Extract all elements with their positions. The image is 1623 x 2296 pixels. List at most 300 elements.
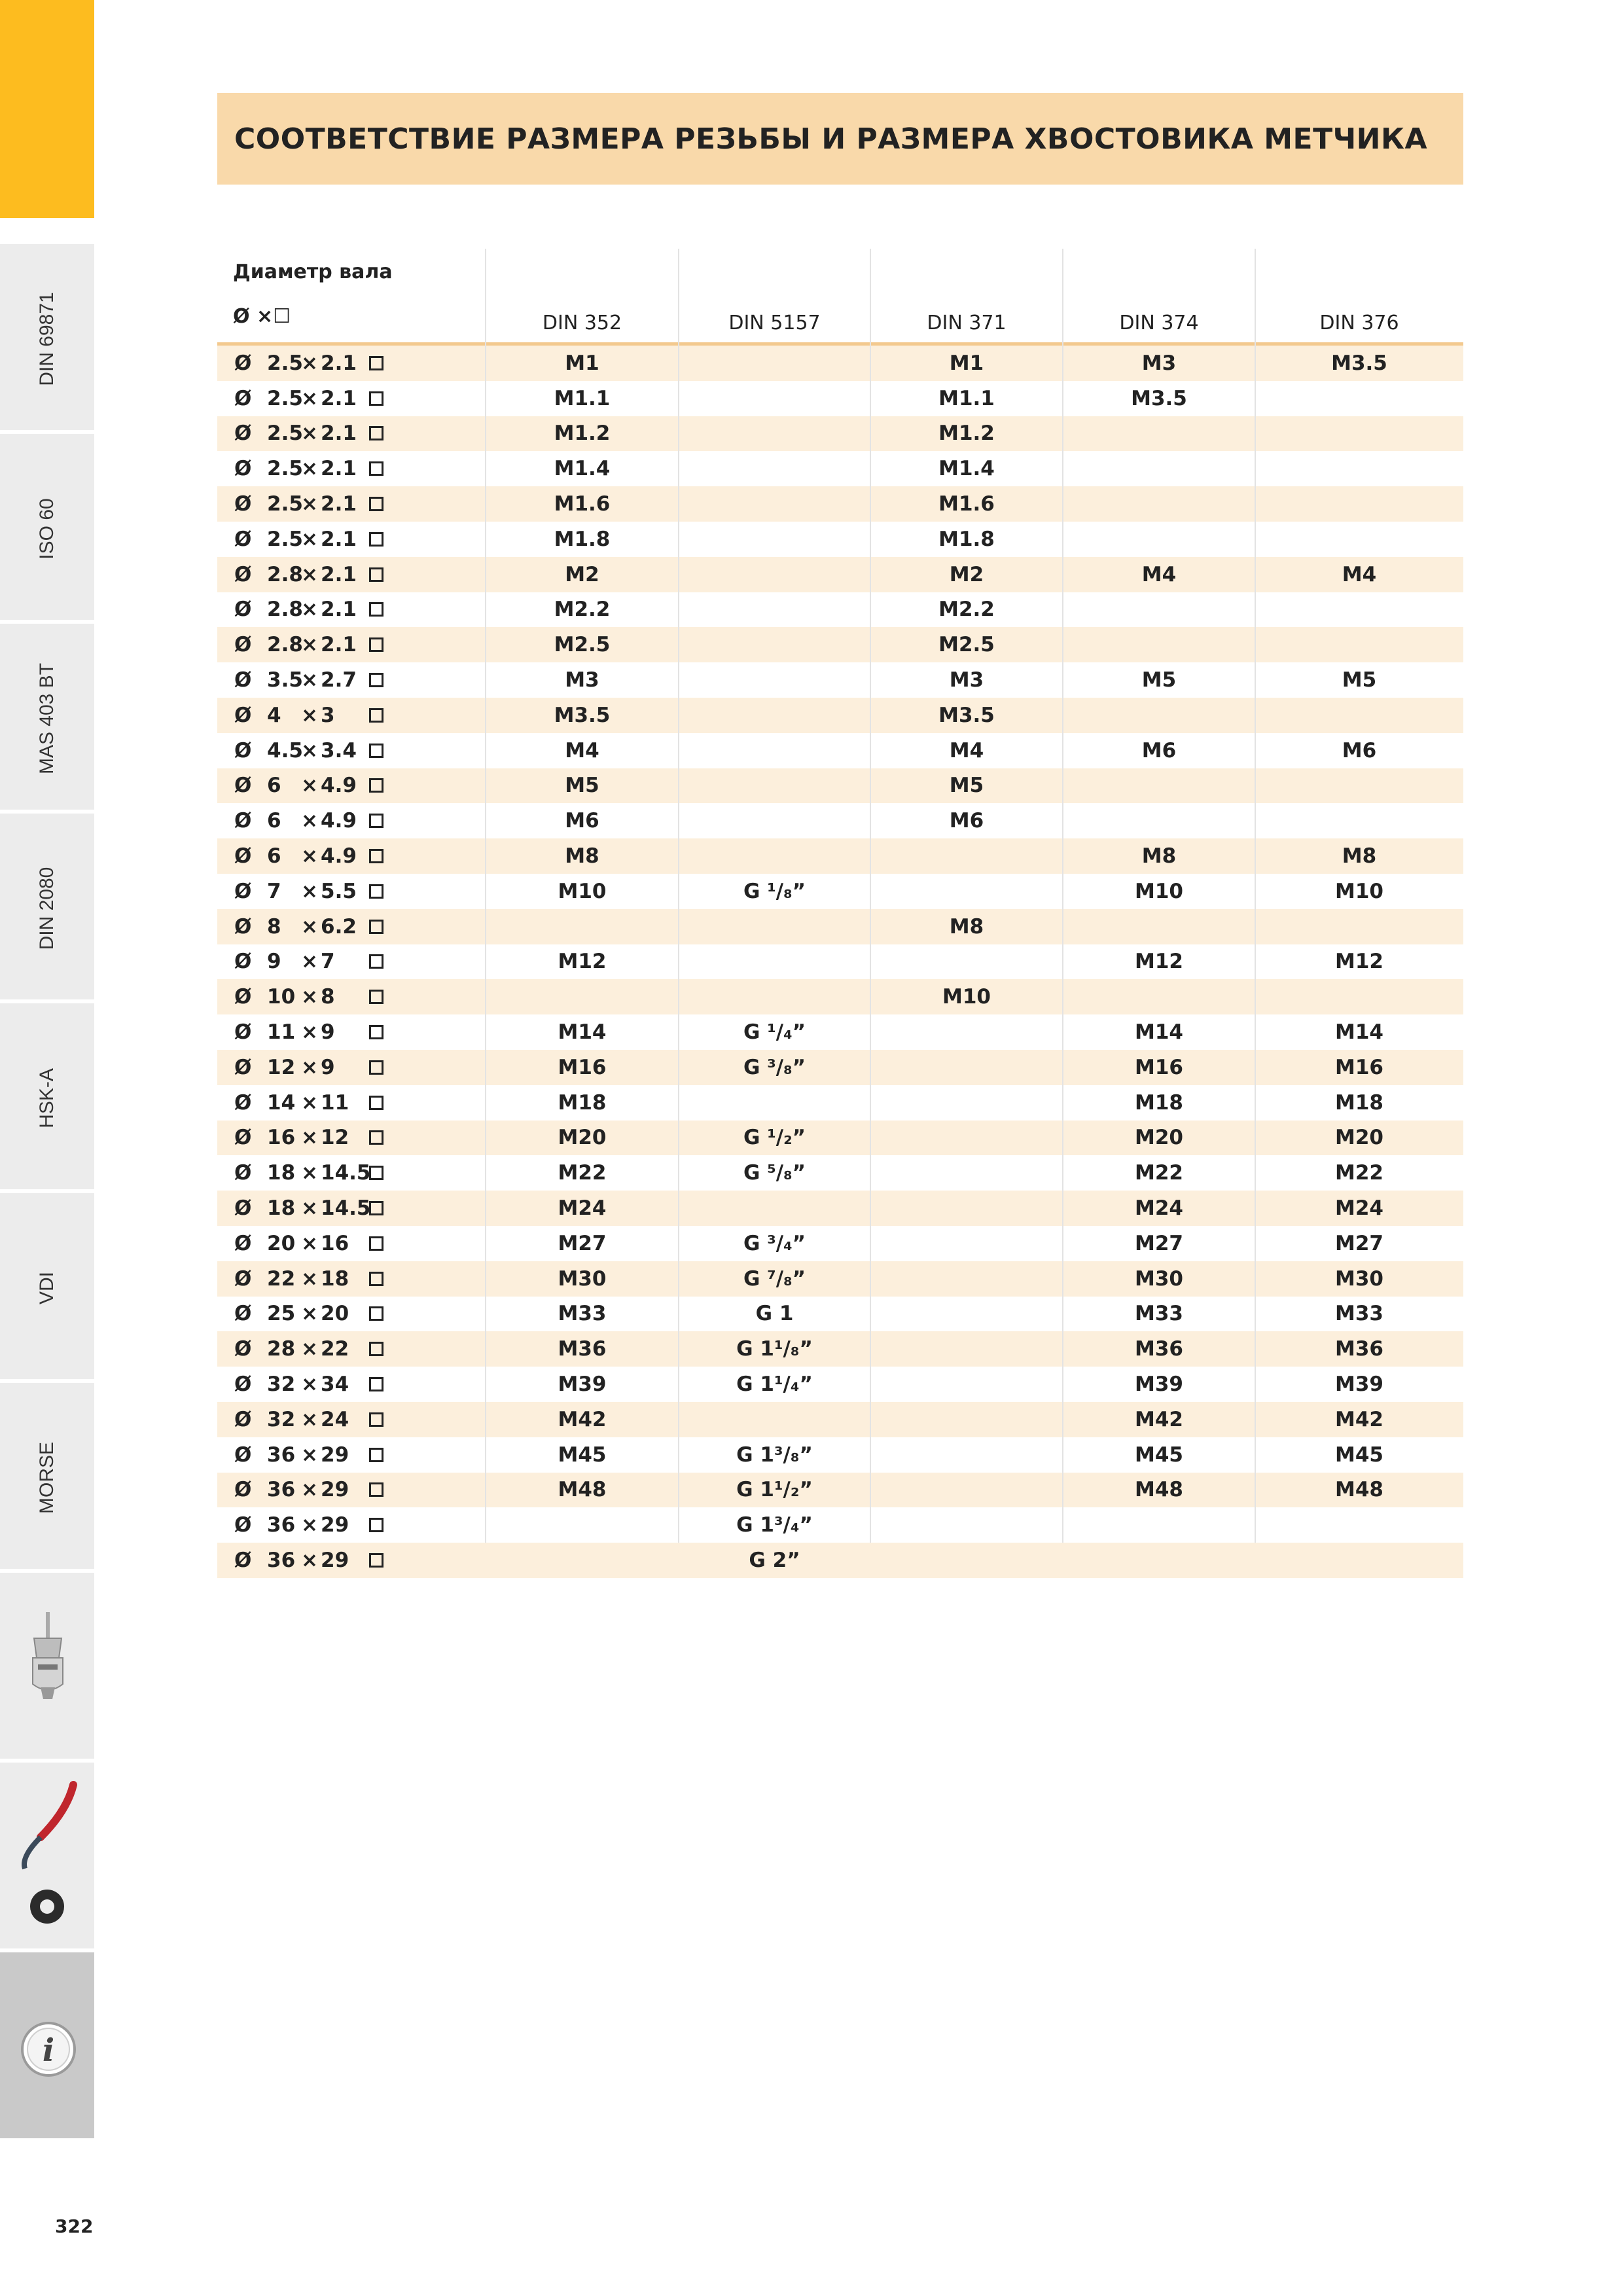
shank-diameter: 18 bbox=[267, 1196, 296, 1221]
diameter-symbol: Ø bbox=[234, 1548, 252, 1572]
thread-cell-din-376 bbox=[1255, 803, 1463, 838]
thread-cell-din-374: M3.5 bbox=[1131, 386, 1187, 410]
thread-cell-din-352: M2 bbox=[565, 562, 599, 586]
times-symbol: × bbox=[301, 457, 318, 481]
thread-cell-din-371 bbox=[870, 1155, 1063, 1191]
thread-cell-din-371 bbox=[870, 1121, 1063, 1156]
square-icon bbox=[369, 1518, 383, 1532]
square-size: 11 bbox=[321, 1090, 349, 1115]
table-header bbox=[217, 249, 1463, 346]
thread-cell-din-374 bbox=[1063, 768, 1255, 804]
square-size: 7 bbox=[321, 950, 335, 974]
thread-cell-din-5157 bbox=[679, 733, 870, 768]
thread-cell-din-371: M4 bbox=[949, 738, 984, 762]
sidebar-tab-morse[interactable] bbox=[0, 1383, 94, 1573]
table-row bbox=[217, 944, 1463, 980]
thread-cell-din-352: M10 bbox=[558, 879, 607, 903]
thread-cell-din-5157: G ¹/₄” bbox=[743, 1020, 806, 1045]
square-size: 34 bbox=[321, 1372, 349, 1396]
shank-diameter: 28 bbox=[267, 1337, 296, 1361]
square-size: 22 bbox=[321, 1337, 349, 1361]
square-icon bbox=[369, 356, 383, 370]
square-size: 2.1 bbox=[321, 457, 357, 481]
thread-cell-din-376: M27 bbox=[1335, 1231, 1383, 1255]
thread-cell-din-352: M39 bbox=[558, 1372, 607, 1396]
shank-diameter: 25 bbox=[267, 1302, 296, 1326]
square-icon bbox=[369, 1096, 383, 1110]
thread-cell-din-5157 bbox=[679, 768, 870, 804]
diameter-symbol: Ø bbox=[234, 386, 252, 410]
square-size: 14.5 bbox=[321, 1161, 371, 1185]
thread-cell-din-352 bbox=[486, 1543, 679, 1578]
square-icon bbox=[369, 849, 383, 863]
times-symbol: × bbox=[301, 1126, 318, 1150]
thread-cell-din-371: M1.2 bbox=[938, 422, 995, 446]
square-size: 2.1 bbox=[321, 386, 357, 410]
square-icon bbox=[369, 1377, 383, 1391]
sidebar-tab-vdi[interactable] bbox=[0, 1193, 94, 1383]
square-size: 2.1 bbox=[321, 492, 357, 516]
thread-cell-din-352 bbox=[486, 979, 679, 1014]
thread-cell-din-374: M5 bbox=[1141, 668, 1177, 692]
square-icon bbox=[369, 1130, 383, 1145]
square-size: 3 bbox=[321, 703, 335, 727]
shank-size-cell bbox=[234, 733, 383, 768]
thread-cell-din-5157: G ³/₈” bbox=[743, 1055, 806, 1079]
square-icon bbox=[369, 1448, 383, 1462]
thread-cell-din-5157: G ¹/₈” bbox=[743, 879, 806, 903]
thread-cell-din-5157: G ⁷/₈” bbox=[743, 1266, 806, 1291]
shank-size-cell bbox=[234, 1473, 383, 1508]
square-icon bbox=[369, 426, 383, 440]
thread-cell-din-376: M42 bbox=[1335, 1407, 1383, 1431]
thread-cell-din-5157 bbox=[679, 944, 870, 980]
times-symbol: × bbox=[301, 879, 318, 903]
thread-cell-din-371: M2.5 bbox=[938, 633, 995, 657]
thread-cell-din-374 bbox=[1063, 909, 1255, 944]
thread-cell-din-352: M16 bbox=[558, 1055, 607, 1079]
sidebar-tab-din-2080[interactable] bbox=[0, 814, 94, 1003]
thread-cell-din-371 bbox=[870, 944, 1063, 980]
thread-cell-din-371: M2 bbox=[949, 562, 984, 586]
times-symbol: × bbox=[301, 1055, 318, 1079]
thread-cell-din-352 bbox=[486, 1507, 679, 1543]
times-symbol: × bbox=[301, 950, 318, 974]
square-icon bbox=[369, 602, 383, 617]
thread-cell-din-5157 bbox=[679, 627, 870, 662]
shank-diameter: 12 bbox=[267, 1055, 296, 1079]
thread-cell-din-5157: G 1¹/₄” bbox=[736, 1372, 813, 1396]
table-row bbox=[217, 1507, 1463, 1543]
thread-cell-din-376 bbox=[1255, 909, 1463, 944]
diameter-symbol: Ø bbox=[234, 1443, 252, 1467]
diameter-symbol: Ø bbox=[234, 985, 252, 1009]
thread-cell-din-376: M45 bbox=[1335, 1443, 1383, 1467]
diameter-symbol: Ø bbox=[234, 1266, 252, 1291]
shank-size-cell bbox=[234, 1155, 383, 1191]
shank-size-cell bbox=[234, 1437, 383, 1473]
shank-size-cell bbox=[234, 874, 383, 909]
times-symbol: × bbox=[301, 633, 318, 657]
table-row bbox=[217, 1331, 1463, 1367]
square-icon bbox=[369, 778, 383, 793]
times-symbol: × bbox=[301, 386, 318, 410]
thread-cell-din-352: M6 bbox=[565, 809, 599, 833]
diameter-symbol: Ø bbox=[234, 879, 252, 903]
shank-diameter: 36 bbox=[267, 1478, 296, 1502]
table-row bbox=[217, 1050, 1463, 1085]
thread-cell-din-376: M8 bbox=[1342, 844, 1377, 869]
sidebar-tab-label: DIN 2080 bbox=[36, 867, 58, 950]
sidebar-tab-wrench-nut[interactable] bbox=[0, 1763, 94, 1952]
column-divider bbox=[485, 249, 486, 1543]
thread-cell-din-376: M6 bbox=[1342, 738, 1377, 762]
thread-cell-din-376 bbox=[1255, 486, 1463, 522]
shank-size-cell bbox=[234, 944, 383, 980]
shank-size-cell bbox=[234, 979, 383, 1014]
table-row bbox=[217, 346, 1463, 381]
thread-cell-din-371: M8 bbox=[949, 914, 984, 939]
thread-cell-din-371 bbox=[870, 874, 1063, 909]
thread-cell-din-376 bbox=[1255, 416, 1463, 452]
shank-size-cell bbox=[234, 1507, 383, 1543]
thread-cell-din-374: M36 bbox=[1135, 1337, 1183, 1361]
sidebar-tab-label: ISO 60 bbox=[36, 498, 58, 560]
sidebar bbox=[0, 0, 94, 2296]
diameter-symbol: Ø bbox=[234, 1020, 252, 1045]
table-row bbox=[217, 1155, 1463, 1191]
table-row bbox=[217, 486, 1463, 522]
shank-size-cell bbox=[234, 1085, 383, 1121]
thread-cell-din-5157 bbox=[679, 381, 870, 416]
thread-cell-din-374: M8 bbox=[1141, 844, 1177, 869]
table-row bbox=[217, 698, 1463, 733]
thread-cell-din-371: M3.5 bbox=[938, 703, 995, 727]
times-symbol: × bbox=[301, 738, 318, 762]
thread-cell-din-374 bbox=[1063, 1543, 1255, 1578]
header-din-371: DIN 371 bbox=[927, 312, 1007, 334]
times-symbol: × bbox=[301, 492, 318, 516]
thread-cell-din-374 bbox=[1063, 698, 1255, 733]
shank-thread-table bbox=[217, 249, 1463, 1578]
sidebar-tab-label: VDI bbox=[36, 1271, 58, 1305]
table-row bbox=[217, 733, 1463, 768]
thread-cell-din-374 bbox=[1063, 522, 1255, 557]
shank-diameter: 2.5 bbox=[267, 422, 303, 446]
square-size: 24 bbox=[321, 1407, 349, 1431]
shank-diameter: 18 bbox=[267, 1161, 296, 1185]
diameter-symbol: Ø bbox=[234, 1302, 252, 1326]
thread-cell-din-374 bbox=[1063, 1507, 1255, 1543]
thread-cell-din-371 bbox=[870, 1367, 1063, 1402]
table-row bbox=[217, 909, 1463, 944]
shank-diameter: 11 bbox=[267, 1020, 296, 1045]
shank-diameter: 2.5 bbox=[267, 457, 303, 481]
square-icon bbox=[369, 920, 383, 934]
table-row bbox=[217, 451, 1463, 486]
thread-cell-din-376: M4 bbox=[1342, 562, 1377, 586]
thread-cell-din-352: M1.6 bbox=[554, 492, 611, 516]
square-size: 16 bbox=[321, 1231, 349, 1255]
thread-cell-din-352 bbox=[486, 909, 679, 944]
thread-cell-din-5157 bbox=[679, 557, 870, 592]
table-row bbox=[217, 592, 1463, 628]
thread-cell-din-352: M1.4 bbox=[554, 457, 611, 481]
diameter-symbol: Ø bbox=[234, 633, 252, 657]
thread-cell-din-374 bbox=[1063, 627, 1255, 662]
shank-diameter: 10 bbox=[267, 985, 296, 1009]
shank-size-cell bbox=[234, 1191, 383, 1226]
column-divider bbox=[870, 249, 871, 1543]
thread-cell-din-374: M22 bbox=[1135, 1161, 1183, 1185]
thread-cell-din-376: M39 bbox=[1335, 1372, 1383, 1396]
times-symbol: × bbox=[301, 1443, 318, 1467]
thread-cell-din-371 bbox=[870, 1402, 1063, 1437]
times-symbol: × bbox=[301, 774, 318, 798]
times-symbol: × bbox=[301, 422, 318, 446]
square-icon bbox=[369, 990, 383, 1004]
shank-diameter: 6 bbox=[267, 774, 281, 798]
shank-size-cell bbox=[234, 768, 383, 804]
diameter-symbol: Ø bbox=[234, 562, 252, 586]
shank-size-cell bbox=[234, 1543, 383, 1578]
square-size: 14.5 bbox=[321, 1196, 371, 1221]
times-symbol: × bbox=[301, 351, 318, 375]
thread-cell-din-371 bbox=[870, 1437, 1063, 1473]
times-symbol: × bbox=[301, 914, 318, 939]
thread-cell-din-371 bbox=[870, 1261, 1063, 1297]
square-size: 20 bbox=[321, 1302, 349, 1326]
shank-size-cell bbox=[234, 838, 383, 874]
square-size: 4.9 bbox=[321, 844, 357, 869]
thread-cell-din-374: M27 bbox=[1135, 1231, 1183, 1255]
sidebar-tab-info[interactable] bbox=[0, 1952, 94, 2142]
thread-cell-din-371 bbox=[870, 1191, 1063, 1226]
diameter-symbol: Ø bbox=[234, 351, 252, 375]
thread-cell-din-374: M39 bbox=[1135, 1372, 1183, 1396]
shank-size-cell bbox=[234, 1331, 383, 1367]
table-row bbox=[217, 1402, 1463, 1437]
thread-cell-din-374 bbox=[1063, 451, 1255, 486]
thread-cell-din-376 bbox=[1255, 522, 1463, 557]
thread-cell-din-376 bbox=[1255, 768, 1463, 804]
sidebar-accent bbox=[0, 0, 94, 218]
thread-cell-din-376: M16 bbox=[1335, 1055, 1383, 1079]
shank-size-cell bbox=[234, 662, 383, 698]
diameter-symbol: Ø bbox=[234, 1161, 252, 1185]
thread-cell-din-352: M14 bbox=[558, 1020, 607, 1045]
thread-cell-din-5157 bbox=[679, 1402, 870, 1437]
table-row bbox=[217, 1543, 1463, 1578]
diameter-symbol: Ø bbox=[234, 914, 252, 939]
times-symbol: × bbox=[301, 809, 318, 833]
sidebar-tab-din-69871[interactable] bbox=[0, 244, 94, 434]
diameter-symbol: Ø bbox=[234, 1513, 252, 1537]
shank-diameter: 3.5 bbox=[267, 668, 303, 692]
shank-size-cell bbox=[234, 346, 383, 381]
shank-size-cell bbox=[234, 1261, 383, 1297]
table-row bbox=[217, 768, 1463, 804]
diameter-symbol: Ø bbox=[234, 668, 252, 692]
thread-cell-din-371 bbox=[870, 1050, 1063, 1085]
thread-cell-din-352: M24 bbox=[558, 1196, 607, 1221]
shank-size-cell bbox=[234, 592, 383, 628]
thread-cell-din-374 bbox=[1063, 592, 1255, 628]
times-symbol: × bbox=[301, 844, 318, 869]
sidebar-tab-mas-403-bt[interactable] bbox=[0, 624, 94, 814]
times-symbol: × bbox=[301, 668, 318, 692]
diameter-symbol: Ø bbox=[234, 527, 252, 551]
shank-size-cell bbox=[234, 381, 383, 416]
thread-cell-din-352: M42 bbox=[558, 1407, 607, 1431]
thread-cell-din-371: M1.6 bbox=[938, 492, 995, 516]
shank-diameter: 14 bbox=[267, 1090, 296, 1115]
times-symbol: × bbox=[301, 1548, 318, 1572]
table-row bbox=[217, 381, 1463, 416]
thread-cell-din-374: M33 bbox=[1135, 1302, 1183, 1326]
thread-cell-din-352: M1.1 bbox=[554, 386, 611, 410]
thread-cell-din-352: M20 bbox=[558, 1126, 607, 1150]
table-row bbox=[217, 1437, 1463, 1473]
thread-cell-din-376: M48 bbox=[1335, 1478, 1383, 1502]
shank-size-cell bbox=[234, 416, 383, 452]
thread-cell-din-374 bbox=[1063, 486, 1255, 522]
thread-cell-din-376 bbox=[1255, 1507, 1463, 1543]
shank-diameter: 8 bbox=[267, 914, 281, 939]
column-divider bbox=[678, 249, 679, 1543]
table-row bbox=[217, 979, 1463, 1014]
square-icon bbox=[369, 567, 383, 582]
square-icon bbox=[369, 497, 383, 511]
square-size: 2.1 bbox=[321, 562, 357, 586]
square-size: 2.1 bbox=[321, 351, 357, 375]
shank-diameter: 6 bbox=[267, 809, 281, 833]
diameter-symbol: Ø bbox=[234, 738, 252, 762]
square-icon bbox=[369, 1342, 383, 1356]
square-icon bbox=[369, 637, 383, 652]
shank-size-cell bbox=[234, 522, 383, 557]
square-size: 12 bbox=[321, 1126, 349, 1150]
sidebar-tab-label: DIN 69871 bbox=[36, 292, 58, 386]
thread-cell-din-376: M33 bbox=[1335, 1302, 1383, 1326]
table-row bbox=[217, 838, 1463, 874]
sidebar-tab-label: MORSE bbox=[36, 1441, 58, 1515]
thread-cell-din-371 bbox=[870, 1543, 1063, 1578]
thread-cell-din-5157 bbox=[679, 346, 870, 381]
sidebar-tab-hsk-a[interactable] bbox=[0, 1003, 94, 1193]
thread-cell-din-376: M20 bbox=[1335, 1126, 1383, 1150]
shank-diameter: 6 bbox=[267, 844, 281, 869]
square-size: 9 bbox=[321, 1020, 335, 1045]
column-divider bbox=[1255, 249, 1256, 1543]
shank-diameter: 22 bbox=[267, 1266, 296, 1291]
table-row bbox=[217, 557, 1463, 592]
thread-cell-din-5157 bbox=[679, 909, 870, 944]
thread-cell-din-352: M30 bbox=[558, 1266, 607, 1291]
thread-cell-din-376: M12 bbox=[1335, 950, 1383, 974]
square-icon bbox=[369, 1025, 383, 1039]
sidebar-tab-label: HSK-A bbox=[36, 1068, 58, 1128]
thread-cell-din-374: M16 bbox=[1135, 1055, 1183, 1079]
thread-cell-din-352: M8 bbox=[565, 844, 599, 869]
thread-cell-din-376: M30 bbox=[1335, 1266, 1383, 1291]
thread-cell-din-352: M18 bbox=[558, 1090, 607, 1115]
thread-cell-din-374: M30 bbox=[1135, 1266, 1183, 1291]
thread-cell-din-374 bbox=[1063, 979, 1255, 1014]
times-symbol: × bbox=[301, 527, 318, 551]
table-row bbox=[217, 803, 1463, 838]
square-icon bbox=[369, 1272, 383, 1286]
times-symbol: × bbox=[301, 1407, 318, 1431]
sidebar-tab-drill-chuck[interactable] bbox=[0, 1573, 94, 1763]
shank-diameter: 2.8 bbox=[267, 562, 303, 586]
square-size: 4.9 bbox=[321, 809, 357, 833]
times-symbol: × bbox=[301, 1196, 318, 1221]
thread-cell-din-5157: G 1¹/₈” bbox=[736, 1337, 813, 1361]
thread-cell-din-376: M14 bbox=[1335, 1020, 1383, 1045]
table-row bbox=[217, 1191, 1463, 1226]
thread-cell-din-371: M1.4 bbox=[938, 457, 995, 481]
thread-cell-din-371: M6 bbox=[949, 809, 984, 833]
square-icon bbox=[369, 884, 383, 899]
shank-diameter: 2.5 bbox=[267, 351, 303, 375]
column-divider bbox=[1062, 249, 1063, 1543]
thread-cell-din-5157: G 2” bbox=[749, 1548, 800, 1572]
table-row bbox=[217, 1367, 1463, 1402]
square-icon bbox=[369, 1166, 383, 1180]
square-icon bbox=[369, 532, 383, 547]
square-icon bbox=[369, 673, 383, 687]
thread-cell-din-371 bbox=[870, 1014, 1063, 1050]
thread-cell-din-5157: G ¹/₂” bbox=[743, 1126, 806, 1150]
thread-cell-din-376 bbox=[1255, 1543, 1463, 1578]
shank-diameter: 7 bbox=[267, 879, 281, 903]
thread-cell-din-376: M18 bbox=[1335, 1090, 1383, 1115]
square-icon bbox=[369, 954, 383, 969]
thread-cell-din-352: M12 bbox=[558, 950, 607, 974]
thread-cell-din-376 bbox=[1255, 592, 1463, 628]
thread-cell-din-352: M3.5 bbox=[554, 703, 611, 727]
thread-cell-din-374: M3 bbox=[1141, 351, 1177, 375]
times-symbol: × bbox=[301, 1478, 318, 1502]
times-symbol: × bbox=[301, 1372, 318, 1396]
thread-cell-din-352: M45 bbox=[558, 1443, 607, 1467]
thread-cell-din-352: M2.2 bbox=[554, 598, 611, 622]
thread-cell-din-374: M20 bbox=[1135, 1126, 1183, 1150]
table-row bbox=[217, 416, 1463, 452]
thread-cell-din-371 bbox=[870, 838, 1063, 874]
times-symbol: × bbox=[301, 1337, 318, 1361]
square-size: 4.9 bbox=[321, 774, 357, 798]
thread-cell-din-374: M24 bbox=[1135, 1196, 1183, 1221]
sidebar-tab-iso-60[interactable] bbox=[0, 434, 94, 624]
header-din-5157: DIN 5157 bbox=[728, 312, 821, 334]
shank-size-cell bbox=[234, 627, 383, 662]
thread-cell-din-374: M14 bbox=[1135, 1020, 1183, 1045]
thread-cell-din-5157 bbox=[679, 486, 870, 522]
thread-cell-din-371 bbox=[870, 1085, 1063, 1121]
square-size: 2.7 bbox=[321, 668, 357, 692]
square-icon bbox=[369, 744, 383, 758]
shank-size-cell bbox=[234, 698, 383, 733]
shank-diameter: 20 bbox=[267, 1231, 296, 1255]
thread-cell-din-376 bbox=[1255, 698, 1463, 733]
thread-cell-din-371 bbox=[870, 1331, 1063, 1367]
thread-cell-din-374: M4 bbox=[1141, 562, 1177, 586]
shank-size-cell bbox=[234, 486, 383, 522]
thread-cell-din-374 bbox=[1063, 416, 1255, 452]
thread-cell-din-371 bbox=[870, 1297, 1063, 1332]
